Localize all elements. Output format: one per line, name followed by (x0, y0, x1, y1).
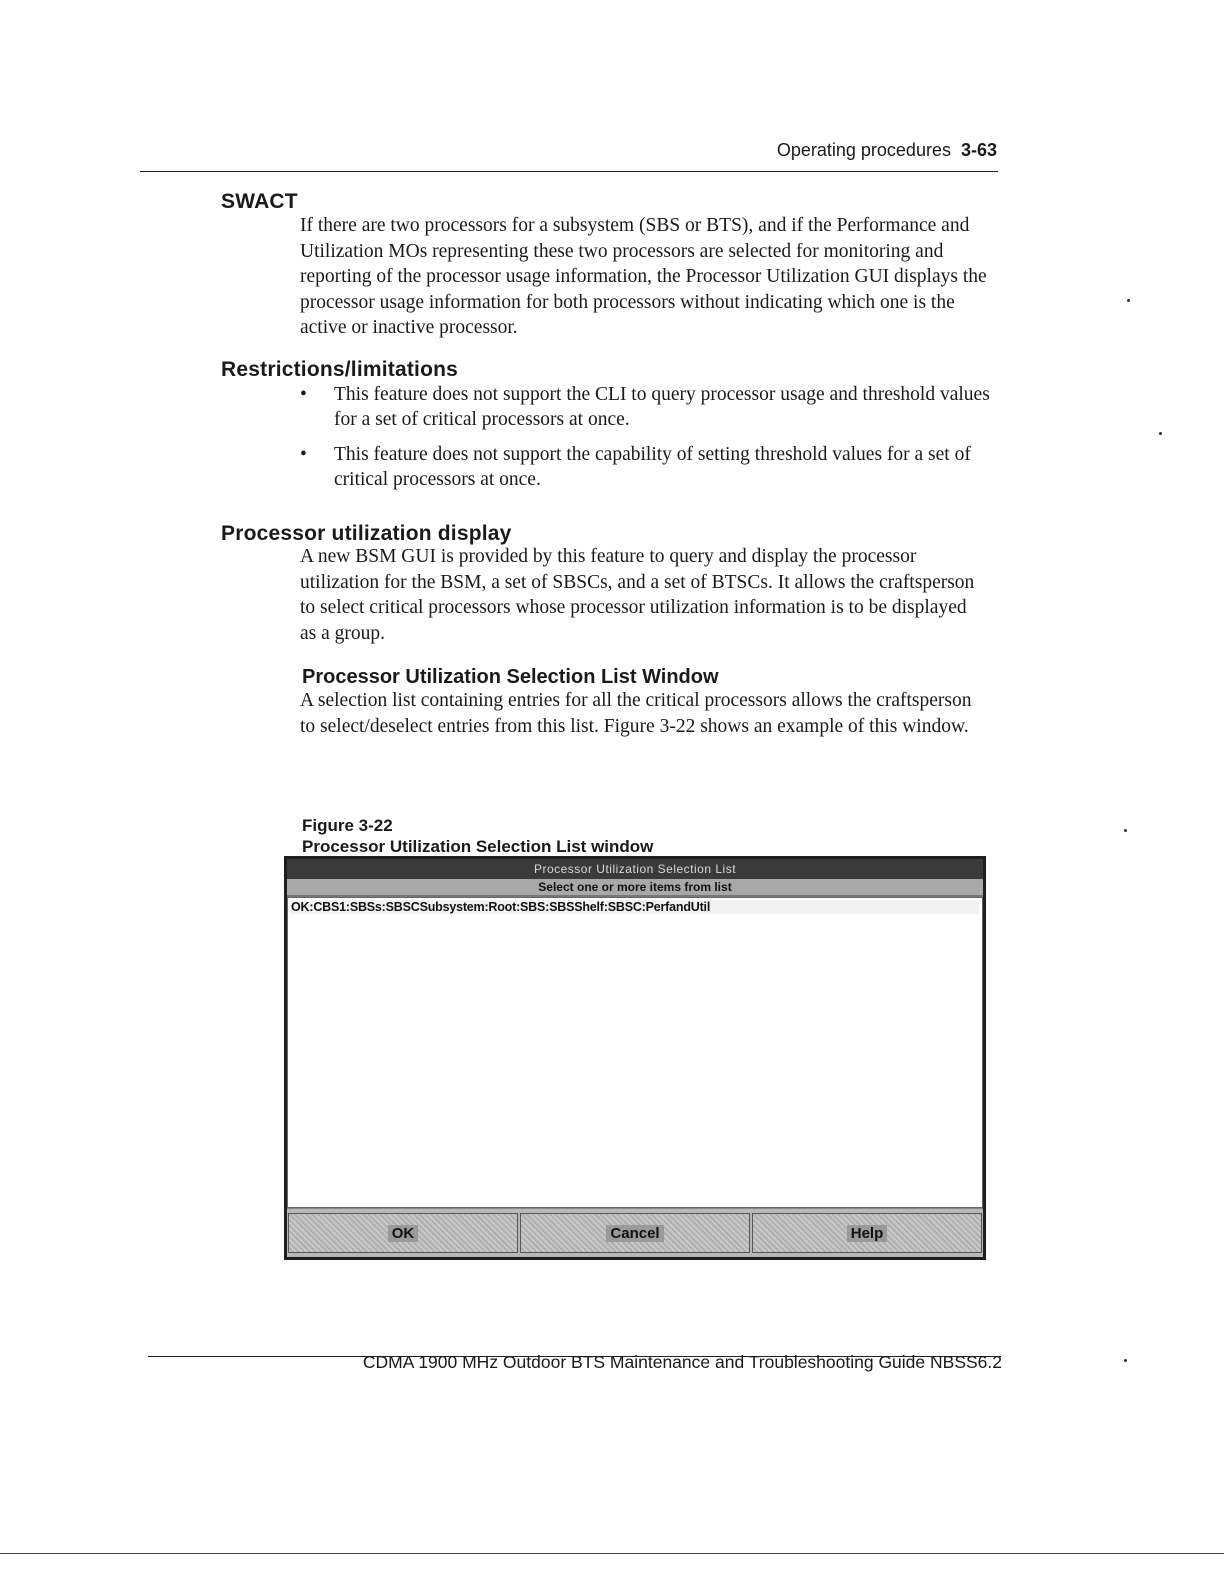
footer-text: CDMA 1900 MHz Outdoor BTS Maintenance and Troubleshooting Guide NBSS6.2 (362, 1352, 1002, 1372)
display-paragraph: A new BSM GUI is provided by this feature to query and display the processor utilization for the BSM, a set of SBSCs, and a set of BTSCs. It allows the craftsperson to select critical processors whose processor utilization information is to be displayed as a group. (300, 546, 975, 644)
help-button-label: Help (847, 1225, 888, 1242)
list-item[interactable]: OK:CBS1:SBSs:SBSCSubsystem:Root:SBS:SBSShelf:SBSC:PerfandUtil (291, 900, 979, 914)
cancel-button-label: Cancel (606, 1225, 663, 1242)
header-section-title: Operating procedures (776, 140, 951, 160)
bullet-icon: • (300, 444, 307, 465)
running-header (640, 140, 997, 161)
scan-speck (1159, 432, 1162, 435)
header-rule (140, 171, 998, 172)
selection-window-heading: Processor Utilization Selection List Window (302, 666, 719, 688)
selection-list-window (284, 856, 986, 1260)
restriction-text: This feature does not support the CLI to query processor usage and threshold values for a set of critical processors at once. (334, 384, 990, 430)
scan-speck (1124, 1359, 1127, 1362)
button-bar (287, 1208, 983, 1257)
restriction-text: This feature does not support the capability of setting threshold values for a set of critical processors at once. (334, 444, 971, 490)
scan-speck (1127, 299, 1130, 302)
header-page-number: 3-63 (960, 140, 997, 160)
ok-button[interactable] (288, 1213, 518, 1253)
selection-listbox[interactable] (287, 897, 983, 1208)
list-item (300, 382, 1000, 432)
ok-button-label: OK (388, 1225, 419, 1242)
scan-edge-line (0, 1553, 1224, 1554)
selection-window-paragraph: A selection list containing entries for all the critical processors allows the craftsperson to select/deselect entries from this list. Figure 3-22 shows an example of this window. (300, 690, 972, 737)
restrictions-heading: Restrictions/limitations (221, 358, 459, 381)
restrictions-list (300, 382, 1000, 502)
figure-title: Processor Utilization Selection List window (302, 837, 654, 856)
window-titlebar: Processor Utilization Selection List (287, 859, 983, 879)
swact-heading: SWACT (221, 190, 298, 213)
help-button[interactable] (752, 1213, 982, 1253)
list-item (300, 442, 1000, 492)
display-heading: Processor utilization display (221, 522, 512, 545)
figure-number: Figure 3-22 (302, 816, 393, 835)
window-instruction: Select one or more items from list (287, 879, 983, 897)
scan-speck (1124, 829, 1127, 832)
swact-paragraph: If there are two processors for a subsystem (SBS or BTS), and if the Performance and Utilization MOs representing these two processors are selected for monitoring and reporting of the processor usage information, the Processor Utilization GUI displays the processor usage information for both processors without indicating which one is the active or inactive processor. (300, 215, 987, 338)
cancel-button[interactable] (520, 1213, 750, 1253)
bullet-icon: • (300, 384, 307, 405)
figure-caption (302, 815, 653, 857)
